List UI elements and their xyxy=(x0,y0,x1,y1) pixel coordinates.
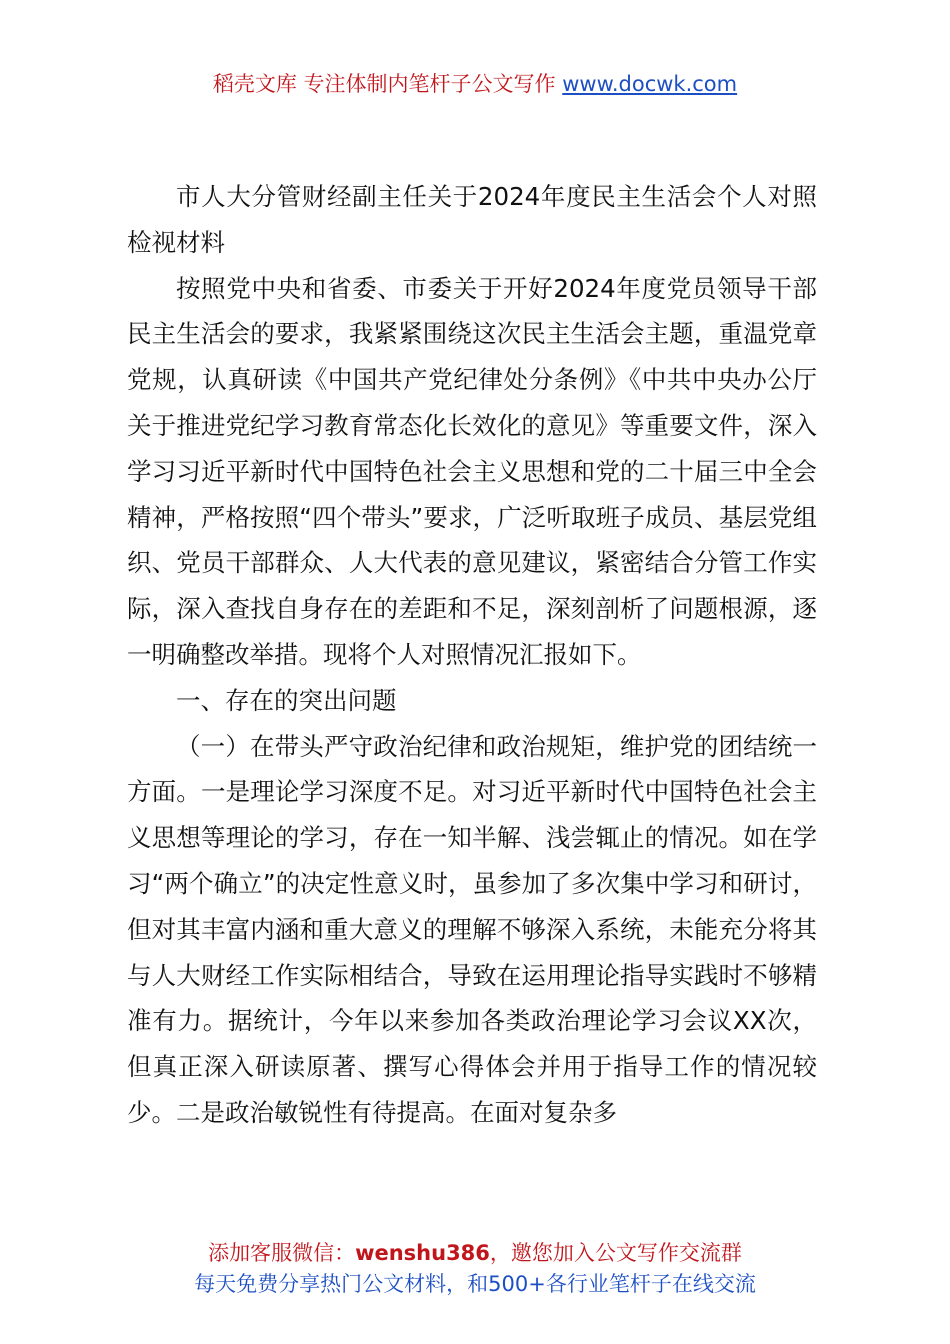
document-title: 市人大分管财经副主任关于2024年度民主生活会个人对照检视材料 xyxy=(127,182,817,257)
header-url-link[interactable]: www.docwk.com xyxy=(562,72,738,96)
footer-contact-suffix: ，邀您加入公文写作交流群 xyxy=(489,1241,742,1265)
document-body xyxy=(127,174,817,1136)
section-heading: 一、存在的突出问题 xyxy=(176,685,397,715)
footer-wechat-id: wenshu386 xyxy=(355,1241,490,1265)
header-brand-text: 稻壳文库 专注体制内笔杆子公文写作 xyxy=(212,72,556,96)
footer-promo-line: 每天免费分享热门公文材料，和500+各行业笔杆子在线交流 xyxy=(194,1272,756,1296)
footer-contact-line xyxy=(0,1238,950,1269)
page-header xyxy=(0,68,950,100)
footer-contact-prefix: 添加客服微信： xyxy=(208,1241,356,1265)
intro-paragraph: 按照党中央和省委、市委关于开好2024年度党员领导干部民主生活会的要求，我紧紧围绕这次民主生活会主题，重温党章党规，认真研读《中国共产党纪律处分条例》《中共中央办公厅关于推进党纪学习教育常态化长效化的意见》等重要文件，深入学习习近平新时代中国特色社会主义思想和党的二十届三中全会精神，严格按照“四个带头”要求，广泛听取班子成员、基层党组织、党员干部群众、人大代表的意见建议，紧密结合分管工作实际，深入查找自身存在的差距和不足，深刻剖析了问题根源，逐一明确整改举措。现将个人对照情况汇报如下。 xyxy=(127,273,817,669)
section-paragraph: （一）在带头严守政治纪律和政治规矩，维护党的团结统一方面。一是理论学习深度不足。对习近平新时代中国特色社会主义思想等理论的学习，存在一知半解、浅尝辄止的情况。如在学习“两个确立”的决定性意义时，虽参加了多次集中学习和研讨，但对其丰富内涵和重大意义的理解不够深入系统，未能充分将其与人大财经工作实际相结合，导致在运用理论指导实践时不够精准有力。据统计，今年以来参加各类政治理论学习会议XX次，但真正深入研读原著、撰写心得体会并用于指导工作的情况较少。二是政治敏锐性有待提高。在面对复杂多 xyxy=(127,731,817,1127)
page-footer xyxy=(0,1238,950,1300)
